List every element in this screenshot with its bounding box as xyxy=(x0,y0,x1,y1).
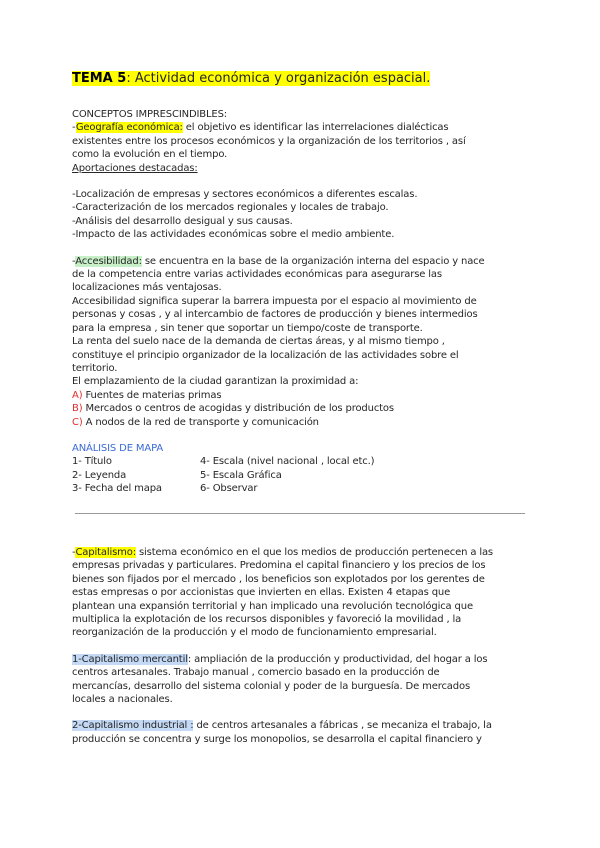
title-highlight xyxy=(72,71,430,86)
aportaciones-heading: Aportaciones destacadas: xyxy=(72,162,198,174)
option-a xyxy=(72,389,528,402)
dash: - xyxy=(72,122,76,134)
option-text: A nodos de la red de transporte y comunicación xyxy=(82,416,319,428)
capitalismo-block xyxy=(72,546,528,640)
conceptos-heading: CONCEPTOS IMPRESCINDIBLES: xyxy=(72,109,228,120)
spacer xyxy=(72,175,528,188)
title-tema: TEMA 5 xyxy=(72,71,127,86)
cap-line: reorganización de la producción y el modo de funcionamiento empresarial. xyxy=(72,627,437,639)
acc-line: territorio. xyxy=(72,362,118,374)
acc-line: para la empresa , sin tener que soportar un tiempo/coste de transporte. xyxy=(72,322,423,334)
option-text: Fuentes de materias primas xyxy=(82,389,222,401)
acc-line: El emplazamiento de la ciudad garantizan la proximidad a: xyxy=(72,376,359,388)
list-item: -Caracterización de los mercados regionales y locales de trabajo. xyxy=(72,202,389,214)
ind-line: producción se concentra y surge los monopolios, se desarrolla el capital financiero y xyxy=(72,733,482,745)
acc-line xyxy=(72,255,528,268)
merc-text: : ampliación de la producción y productividad, del hogar a los xyxy=(187,653,488,665)
geo-def-1: el objetivo es identificar las interrelaciones dialécticas xyxy=(182,122,449,134)
cap-text: sistema económico en el que los medios de producción pertenecen a las xyxy=(135,547,493,558)
mapa-item: 6- Observar xyxy=(200,483,258,495)
acc-line: constituye el principio organizador de la localización de las actividades sobre el xyxy=(72,349,459,361)
dash: - xyxy=(72,547,76,558)
option-text: Mercados o centros de acogidas y distribución de los productos xyxy=(82,403,394,415)
page-title xyxy=(72,70,528,88)
cap-term: Capitalismo: xyxy=(75,547,136,558)
capitalismo-section xyxy=(72,546,528,746)
option-c xyxy=(72,416,528,429)
cap-line: multiplica la explotación de los recursos disponibles y favoreció la movilidad , la xyxy=(72,614,462,626)
acc-term: Accesibilidad: xyxy=(75,255,142,267)
acc-line: de la competencia entre varias actividades económicas para asegurarse las xyxy=(72,269,442,281)
option-letter: C) xyxy=(72,416,83,428)
acc-line: La renta del suelo nace de la demanda de ciertas áreas, y al mismo tiempo , xyxy=(72,336,445,348)
merc-line: centros artesanales. Trabajo manual , comercio basado en la producción de xyxy=(72,667,440,679)
list-item: -Localización de empresas y sectores económicos a diferentes escalas. xyxy=(72,189,418,201)
mapa-item: 4- Escala (nivel nacional , local etc.) xyxy=(200,456,375,468)
list-item: -Análisis del desarrollo desigual y sus causas. xyxy=(72,215,293,227)
document-page xyxy=(72,70,528,496)
acc-line: personas y cosas , y al intercambio de factores de producción y bienes intermedios xyxy=(72,309,478,321)
dash: - xyxy=(72,255,76,267)
list-item: -Impacto de las actividades económicas sobre el medio ambiente. xyxy=(72,229,395,241)
mapa-item: 5- Escala Gráfica xyxy=(200,469,282,481)
geo-term: Geografía económica: xyxy=(75,122,183,134)
ind-line xyxy=(72,719,528,732)
mapa-item: 1- Título xyxy=(72,456,112,468)
option-letter: A) xyxy=(72,389,83,401)
cap-line xyxy=(72,546,528,559)
mapa-grid xyxy=(72,455,528,495)
horizontal-divider xyxy=(75,513,525,514)
acc-line: localizaciones más ventajosas. xyxy=(72,282,222,294)
title-text: : Actividad económica y organización espacial. xyxy=(126,71,431,86)
acc-line: Accesibilidad significa superar la barrera impuesta por el espacio al movimiento de xyxy=(72,295,477,307)
merc-term: 1-Capitalismo mercantil xyxy=(72,653,188,665)
mapa-heading: ANÁLISIS DE MAPA xyxy=(72,442,164,454)
ind-term: 2-Capitalismo industrial : xyxy=(72,720,194,732)
cap-line: plantean una expansión territorial y han implicado una revolución tecnológica que xyxy=(72,600,473,612)
mercantil-block xyxy=(72,653,528,707)
cap-line: empresas privadas y particulares. Predomina el capital financiero y los precios de los xyxy=(72,560,486,572)
industrial-block xyxy=(72,719,528,746)
cap-line: bienes son fijados por el mercado , los beneficios son explotados por los gerentes de xyxy=(72,573,485,585)
merc-line xyxy=(72,653,528,666)
mapa-item: 3- Fecha del mapa xyxy=(72,483,162,495)
ind-text: de centros artesanales a fábricas , se mecaniza el trabajo, la xyxy=(193,720,492,732)
geo-line-1 xyxy=(72,121,528,134)
mapa-item: 2- Leyenda xyxy=(72,469,127,481)
geo-line-3: como la evolución en el tiempo. xyxy=(72,149,228,161)
accesibilidad-section xyxy=(72,255,528,429)
merc-line: locales a nacionales. xyxy=(72,694,173,706)
conceptos-section xyxy=(72,108,528,242)
option-b xyxy=(72,402,528,415)
option-letter: B) xyxy=(72,403,83,415)
cap-line: estas empresas o por accionistas que invierten en ellas. Existen 4 etapas que xyxy=(72,587,451,599)
mapa-section xyxy=(72,442,528,496)
acc-text: se encuentra en la base de la organización interna del espacio y nace xyxy=(141,255,485,267)
geo-line-2: existentes entre los procesos económicos y la organización de los territorios , así xyxy=(72,135,466,147)
merc-line: mercancías, desarrollo del sistema colonial y poder de la burguesía. De mercados xyxy=(72,680,471,692)
